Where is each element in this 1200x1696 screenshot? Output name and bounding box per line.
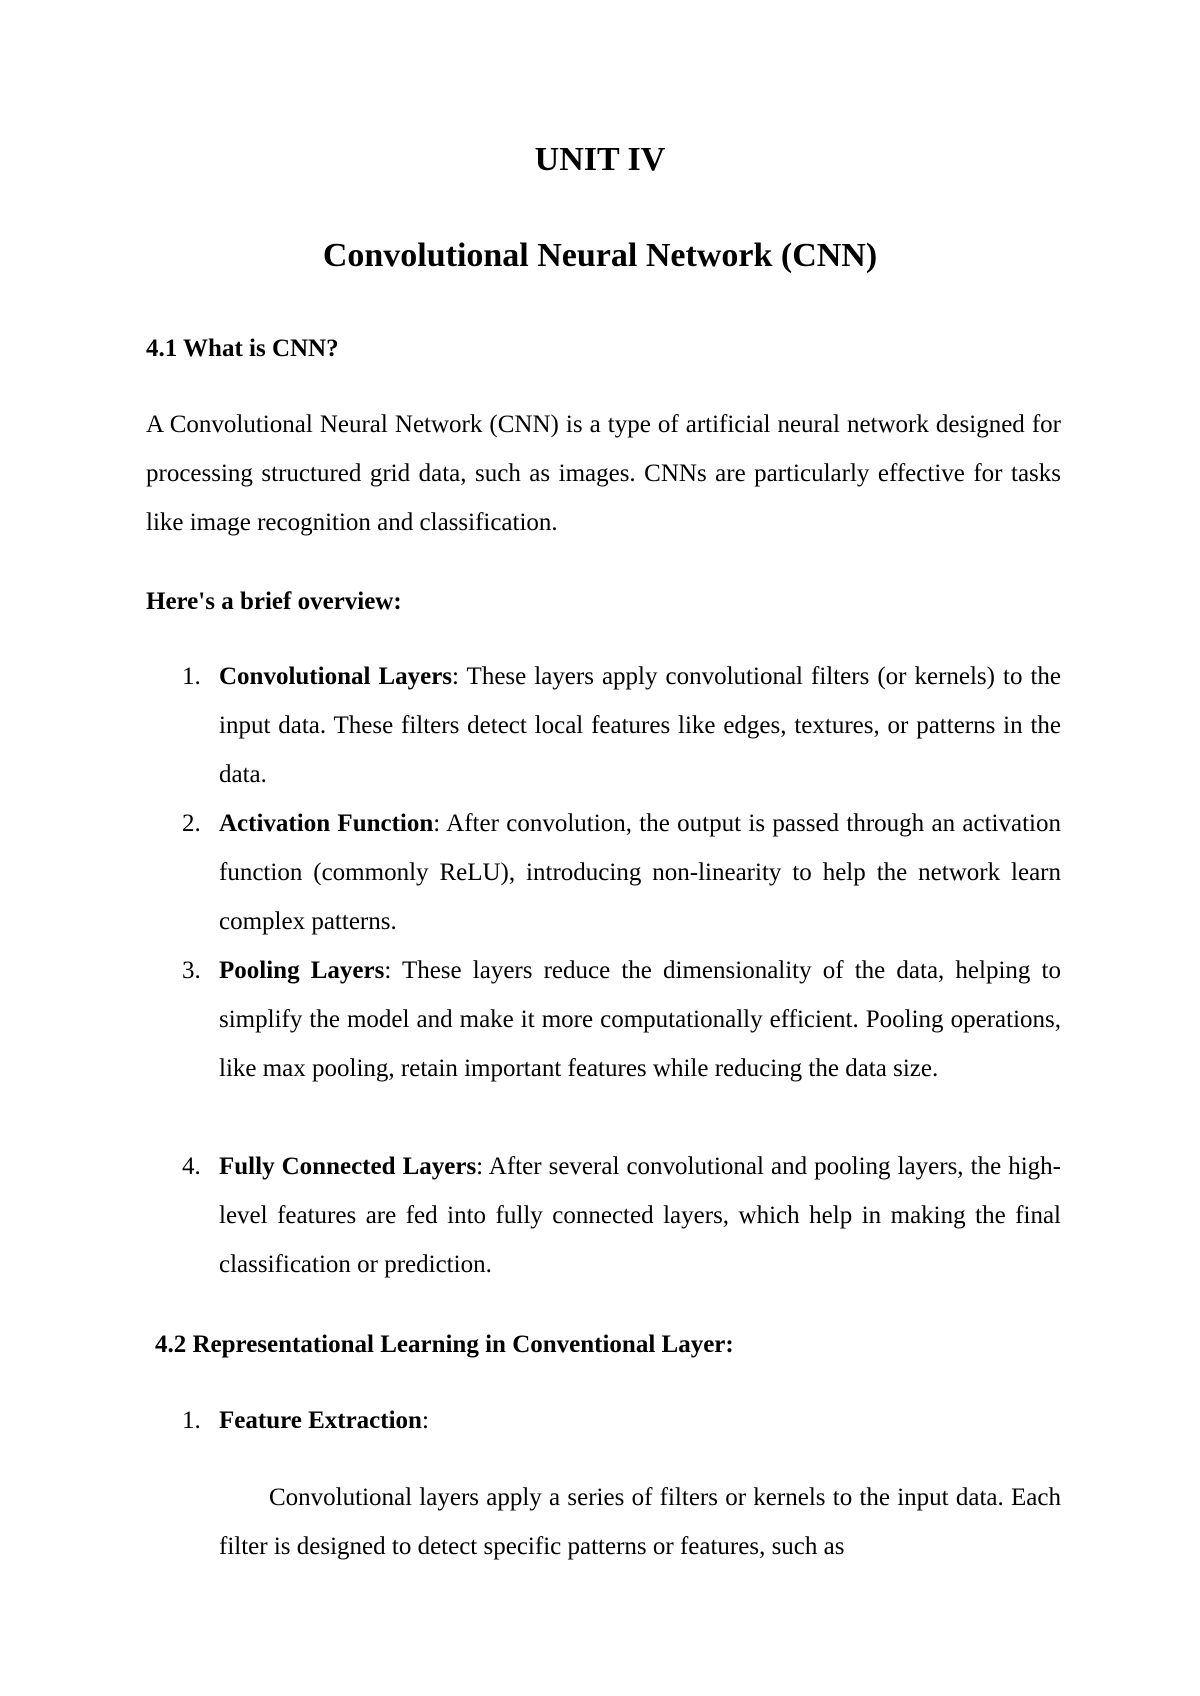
chapter-title: Convolutional Neural Network (CNN) bbox=[322, 237, 878, 274]
list-text: : These layers reduce the dimensionality of the data, helping to simplify the model and make it more computationally efficient. Pooling operations, like max pooling, retain important features while reducing the data size. bbox=[219, 957, 1061, 1082]
list-item-body bbox=[219, 1142, 1061, 1289]
unit-title: UNIT IV bbox=[534, 141, 666, 178]
feature-extraction-paragraph: Convolutional layers apply a series of filters or kernels to the input data. Each filter is designed to detect specific patterns or features, such as bbox=[219, 1484, 1061, 1560]
list-term: Convolutional Layers bbox=[219, 663, 453, 690]
list-item-body bbox=[219, 946, 1061, 1093]
list-item-body bbox=[219, 1396, 1061, 1445]
list-term: Pooling Layers bbox=[219, 957, 385, 984]
list-number: 2. bbox=[182, 810, 201, 837]
list-term: Activation Function bbox=[219, 810, 434, 837]
list-number: 1. bbox=[182, 1407, 201, 1434]
list-text: : bbox=[421, 1407, 429, 1434]
list-text: : After several convolutional and pooling layers, the high-level features are fed into fully connected layers, which help in making the final classification or prediction. bbox=[219, 1153, 1061, 1278]
list-item-body bbox=[219, 652, 1061, 799]
list-text: : These layers apply convolutional filters (or kernels) to the input data. These filters detect local features like edges, textures, or patterns in the data. bbox=[219, 663, 1061, 788]
list-term: Feature Extraction bbox=[219, 1407, 422, 1434]
list-number: 1. bbox=[182, 663, 201, 690]
section-4-2-heading: 4.2 Representational Learning in Conventional Layer: bbox=[155, 1331, 734, 1358]
section-4-1-heading: 4.1 What is CNN? bbox=[146, 335, 339, 362]
list-number: 3. bbox=[182, 957, 201, 984]
list-text: : After convolution, the output is passed through an activation function (commonly ReLU), introducing non-linearity to help the network learn complex patterns. bbox=[219, 810, 1061, 935]
overview-heading: Here's a brief overview: bbox=[146, 588, 402, 615]
list-term: Fully Connected Layers bbox=[219, 1153, 477, 1180]
intro-paragraph: A Convolutional Neural Network (CNN) is a type of artificial neural network designed for processing structured grid data, such as images. CNNs are particularly effective for tasks like image recognition and classification. bbox=[146, 411, 1061, 536]
list-number: 4. bbox=[182, 1153, 201, 1180]
list-item-body bbox=[219, 799, 1061, 946]
